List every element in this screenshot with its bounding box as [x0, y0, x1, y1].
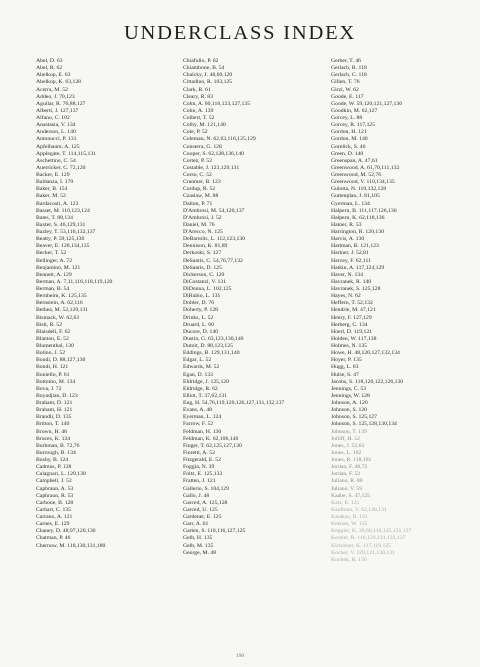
index-entry: Becker, T. 52	[36, 250, 67, 257]
index-entry: Hayes, N. 62	[331, 293, 361, 300]
index-entry: D'Ambrosi, J. 52	[183, 214, 222, 221]
index-entry: Herberg, C. 134	[331, 321, 368, 328]
index-entry: Baker, B. 154	[36, 186, 68, 193]
index-entry: Harvis, A. 130	[331, 236, 365, 243]
index-entry: Green, D. 140	[331, 150, 364, 157]
index-entry: Guttenplan, J. 81,105	[331, 193, 380, 200]
index-entry: Benjamino, M. 121	[36, 264, 81, 271]
index-entry: Gerlach, R. 118	[331, 65, 367, 72]
index-entry: Keppler, K. 36,60,116,125,131,137	[331, 528, 412, 535]
index-entry: Doherty, P. 128	[183, 307, 219, 314]
index-entry: Hatkin, A. 117,124,129	[331, 264, 385, 271]
index-entry: Havranek, S. 125,128	[331, 286, 381, 292]
index-entry: Cittadino, R. 103,125	[183, 79, 233, 86]
index-entry: Elliot, T. 37,62,131	[183, 392, 228, 399]
index-entry: Greenwood, M. 52,76	[331, 172, 382, 178]
index-entry: Girzi, W. 62	[331, 86, 359, 93]
index-entry: Kaabe, S. 47,125	[331, 492, 371, 499]
index-entry: Beaver, E. 128,134,135	[36, 243, 90, 250]
index-entry: Corso, C. 52	[183, 172, 212, 178]
index-entry: Goode, W. 59,120,121,127,136	[331, 100, 403, 107]
index-entry: Bernheim, K. 125,135	[36, 293, 87, 300]
index-entry: Jones, J. 52,63	[331, 442, 365, 449]
index-entry: Cohn, A. 60,116,123,127,135	[183, 100, 251, 107]
index-entry: Abelkop, K. 63,128	[36, 79, 82, 86]
index-entry: Johnson, S. 120	[331, 407, 368, 414]
index-entry: Curdup, R. 52	[183, 186, 216, 193]
index-entry: Basset, M. 110,123,124	[36, 207, 90, 214]
index-entry: Cleary, R. 83	[183, 93, 213, 100]
index-entry: Hamer, R. 53	[331, 221, 362, 228]
index-entry: Braham, D. 121	[36, 400, 73, 406]
index-entry: Egan, D. 133	[183, 371, 214, 378]
index-column-3	[331, 58, 471, 564]
index-entry: Gorcey, R. 117,125	[331, 122, 376, 129]
index-entry: Backer, E. 129	[36, 172, 70, 178]
index-entry: Costable, J. 123,129,131	[183, 164, 240, 171]
index-entry: Chatman, P. 46	[36, 535, 71, 542]
index-entry: Foltz, E. 125,133	[183, 471, 223, 478]
index-entry: Goodkin, M. 62,127	[331, 107, 378, 114]
index-entry: Hendrie, M. 47,121	[331, 307, 376, 314]
index-entry: Alberti, J. 127,137	[36, 107, 79, 114]
index-entry: Colby, M. 121,140	[183, 122, 226, 129]
index-entry: Feldman, K. 62,106,140	[183, 435, 239, 442]
index-entry: DiCostanzi, V. 131	[183, 278, 227, 285]
index-entry: Harrington, R. 120,130	[331, 229, 384, 235]
index-entry: DeSantis, C. 54,76,77,132	[183, 257, 243, 264]
index-entry: Greenwood, V. 110,134,135	[331, 179, 395, 186]
page-number: 190	[235, 653, 245, 659]
index-entry: Gerlach, C. 118	[331, 72, 367, 79]
index-entry: Harvey, F. 62,111	[331, 257, 371, 264]
index-entry: Carhart, C. 135	[36, 506, 72, 513]
index-entry: Jones, L. 102	[331, 449, 362, 456]
index-entry: Kocher, V. 120,121,130,131	[331, 549, 395, 556]
index-entry: Baxter, S. 46,129,131	[36, 221, 86, 228]
index-entry: Dennison, K. 81,89	[183, 243, 228, 250]
index-entry: Czaslaw, M. 88	[183, 193, 219, 200]
index-entry: Jennings, W. 128	[331, 392, 370, 399]
index-entry: Chiambone, B. 54	[183, 65, 225, 72]
index-entry: Braham, H. 121	[36, 407, 73, 414]
index-entry: Gelb, M. 135	[183, 542, 214, 549]
index-entry: Gulotta, N. 110,132,128	[331, 186, 387, 193]
index-entry: Bottomo, M. 134	[36, 378, 76, 385]
index-entry: Chiafullo, P. 62	[183, 58, 219, 64]
index-entry: Jennings, C. 53	[331, 385, 367, 392]
index-entry: Derkoski, S. 127	[183, 250, 222, 257]
index-column-1	[36, 58, 176, 550]
index-entry: Britton, T. 140	[36, 421, 70, 428]
index-entry: Henry, F. 127,129	[331, 314, 372, 321]
index-entry: Jolliff, H. 52	[331, 435, 360, 442]
index-entry: Fioretti, A. 52	[183, 449, 215, 456]
index-entry: Calagnari, L. 120,130	[36, 471, 86, 478]
index-entry: Jacobs, S. 118,120,122,126,130	[331, 378, 404, 385]
index-entry: Hugg, L. 63	[331, 364, 359, 371]
index-entry: Jordan, F. 48,72	[331, 464, 368, 471]
index-entry: Bethea, M. 52,120,131	[36, 307, 89, 314]
index-entry: Druard, L. 60	[183, 321, 214, 328]
index-entry: Blaisdell, F. 62	[36, 328, 71, 335]
index-entry: Cranmer, B. 123	[183, 179, 221, 186]
index-entry: Beatty, P. 59,125,130	[36, 236, 85, 243]
index-entry: Conserra, G. 128	[183, 143, 222, 150]
index-entry: Johnson, T. 139	[331, 428, 367, 435]
index-entry: Dickerson, C. 120	[183, 271, 225, 278]
index-entry: Howe, H. 48,120,127,132,134	[331, 350, 400, 357]
index-column-2	[183, 58, 323, 557]
index-entry: George, M. 48	[183, 549, 217, 556]
index-entry: DeBartolis, L. 112,123,130	[183, 236, 246, 243]
index-entry: Katz, E. 121	[331, 499, 360, 506]
index-entry: Acerra, M. 52	[36, 86, 68, 93]
index-entry: Abelkop, E. 63	[36, 72, 71, 79]
index-entry: Juliano, V. 59	[331, 485, 363, 492]
index-entry: Goode, E. 117	[331, 93, 364, 100]
index-entry: Bates, T. 88,134	[36, 214, 73, 221]
index-entry: Bondi, H. 121	[36, 364, 69, 371]
index-entry: Brandli, D. 135	[36, 414, 72, 421]
index-entry: Bennett, A. 129	[36, 271, 72, 278]
index-entry: Foggia, N. 39	[183, 464, 215, 471]
index-entry: Johnson, A. 120	[331, 400, 368, 406]
index-entry: Juliano, R. 80	[331, 478, 363, 485]
index-entry: Carbone, B. 128	[36, 499, 74, 506]
index-entry: Carnes, E. 129	[36, 521, 70, 528]
index-entry: Halpern, K. 62,118,136	[331, 214, 385, 221]
index-entry: Haver, N. 134	[331, 271, 363, 278]
index-entry: Auerricker, C. 72,120	[36, 164, 86, 171]
index-entry: Garten, S. 110,116,127,125	[183, 528, 246, 535]
index-entry: Burrough, B. 134	[36, 449, 76, 456]
index-entry: Cortez, P. 52	[183, 157, 213, 164]
index-entry: Eng, H. 54,76,119,120,126,127,131,132,137	[183, 400, 285, 406]
index-entry: Garr, A. 61	[183, 521, 209, 528]
index-entry: Clark, R. 61	[183, 86, 211, 93]
index-entry: Bernstein, A. 62,116	[36, 300, 83, 307]
index-entry: Kaufman, V. 62,140,131	[331, 506, 387, 513]
index-entry: Drinks, L. 52	[183, 314, 214, 321]
index-entry: D'Ambrosi, M. 54,120,137	[183, 207, 245, 214]
index-entry: D'Arecco, N. 125	[183, 229, 223, 235]
index-entry: Hoerl, D. 119,121	[331, 328, 373, 335]
index-entry: Gordon, M. 140	[331, 136, 368, 143]
index-entry: Feldman, H. 130	[183, 428, 222, 435]
index-entry: Evans, A. 48	[183, 407, 213, 414]
index-entry: Anastasia, V. 134	[36, 122, 76, 129]
index-entry: Alfano, C. 102	[36, 115, 70, 121]
index-entry: Johnson, S. 125,127	[331, 414, 377, 421]
index-entry: Gorcey, L. 88	[331, 115, 363, 121]
index-entry: Hulse, S. 47	[331, 371, 359, 378]
index-entry: Anderson, L. 140	[36, 129, 76, 136]
index-entry: Burhman, B. 72,76	[36, 442, 80, 449]
index-entry: Caphraun, R. 53	[36, 492, 74, 499]
index-entry: Karakas, R. 131	[331, 514, 368, 520]
index-entry: Garced, U. 125	[183, 506, 218, 513]
index-entry: Applegate, T. 114,115,131	[36, 150, 97, 157]
index-entry: Fratten, J. 121	[183, 478, 216, 485]
index-entry: Boniello, P. 61	[36, 371, 70, 378]
index-entry: Gerber, T. 46	[331, 58, 361, 64]
index-entry: Bisti, R. 52	[36, 321, 62, 328]
index-entry: Finger, T. 62,125,127,130	[183, 442, 242, 449]
index-entry: DeSantis, D. 125	[183, 264, 222, 271]
index-entry: Apfelbaum, A. 125	[36, 143, 80, 150]
index-entry: Cohn, A. 139	[183, 107, 214, 114]
index-entry: Gyerman, L. 134	[331, 200, 370, 207]
index-entry: Gorelick, S. 46	[331, 143, 366, 150]
index-entry: Hartner, J. 52,81	[331, 250, 369, 257]
index-entry: Hartman, B. 121,123	[331, 243, 379, 250]
index-entry: Farrow, F. 52	[183, 421, 214, 428]
index-entry: Aguilar, R. 76,88,127	[36, 100, 86, 107]
index-entry: Busby, B. 124	[36, 457, 69, 463]
index-entry: Baker, M. 52	[36, 193, 66, 200]
index-entry: Greenspan, A. 47,61	[331, 157, 378, 164]
index-entry: Bazley, T. 53,116,132,137	[36, 229, 96, 235]
index-entry: Kirschner, K. 117,118,125	[331, 542, 392, 549]
index-entry: Carrano, A. 121	[36, 514, 73, 520]
index-entry: Colbert, T. 52	[183, 115, 215, 121]
index-entry: Eyerman, L. 124	[183, 414, 222, 421]
index-entry: Eddings, B. 129,131,140	[183, 350, 240, 357]
index-entry: Jones, R. 118,181	[331, 457, 372, 463]
index-entry: Kessler, R. 116,120,131,132,137	[331, 535, 406, 542]
index-entry: Chernow, M. 118,130,131,180	[36, 542, 106, 549]
index-entry: Holmes, N. 135	[331, 343, 368, 349]
index-entry: Blanton, E. 52	[36, 335, 69, 342]
index-entry: Gallerio, S. 104,129	[183, 485, 229, 492]
index-entry: Kuchek, R. 136	[331, 556, 367, 563]
index-entry: Heffern, T. 52,132	[331, 300, 373, 307]
index-entry: Keenan, W. 135	[331, 521, 368, 528]
index-entry: Bismack, W. 62,63	[36, 314, 80, 321]
index-entry: Caphraun, A. 53	[36, 485, 74, 492]
index-entry: Brown, H. 48	[36, 428, 67, 435]
index-entry: Cooper, S. 62,128,136,140	[183, 150, 244, 157]
index-entry: Aschettino, C. 54	[36, 157, 76, 164]
index-entry: Coleman, N. 62,63,116,125,129	[183, 136, 256, 143]
index-entry: Abel, D. 63	[36, 58, 63, 64]
index-entry: Bruces, K. 134	[36, 435, 71, 442]
index-entry: Cadmus, P. 128	[36, 464, 72, 471]
index-entry: Dobler, D. 76	[183, 300, 215, 307]
index-entry: Eldridge, J. 125,120	[183, 378, 229, 385]
index-entry: Bellinger, A. 72	[36, 257, 73, 264]
index-entry: Greenwood, A. 61,70,111,132	[331, 164, 400, 171]
index-entry: Havranek, R. 140	[331, 278, 372, 285]
index-entry: Dalton, P. 71	[183, 200, 213, 207]
index-entry: Blumenthal, 130	[36, 343, 74, 349]
index-entry: Antonucci, P. 131	[36, 136, 77, 143]
page-title: UNDERCLASS INDEX	[123, 22, 357, 44]
index-entry: Bardacosti, A. 123	[36, 200, 79, 207]
index-entry: Chalcky, J. 48,60,120	[183, 72, 233, 79]
index-entry: Edgar, L. 52	[183, 357, 212, 364]
index-entry: Gallo, J. 48	[183, 492, 210, 499]
index-entry: Daniel, M. 76	[183, 221, 215, 228]
index-entry: Gordon, H. 121	[331, 129, 367, 136]
index-entry: Berman, A. 7,11,116,118,119,120	[36, 278, 113, 285]
index-entry: Garced, A. 125,128	[183, 499, 228, 506]
index-entry: Cole, P. 52	[183, 129, 208, 136]
index-entry: Eldridge, R. 62	[183, 385, 218, 392]
index-entry: DiDonna, L. 102,125	[183, 286, 232, 292]
index-entry: Fitzgerald, E. 52	[183, 457, 221, 463]
index-entry: Edwards, M. 52	[183, 364, 220, 371]
index-entry: Halpern, B. 111,117,126,136	[331, 207, 397, 214]
index-entry: Bondi, D. 88,127,130	[36, 357, 86, 364]
index-entry: Bolino, J. 52	[36, 350, 66, 357]
index-entry: Abel, R. 62	[36, 65, 63, 72]
index-entry: Addeo, J. 70,123	[36, 93, 75, 100]
index-entry: Bova, J. 72	[36, 385, 62, 392]
index-entry: Campbell, J. 52	[36, 478, 72, 485]
index-entry: Chaney, D. 48,97,120,130	[36, 528, 96, 535]
index-entry: Jordan, F. 52	[331, 471, 361, 478]
index-entry: Johnson, S. 125,128,130,134	[331, 421, 397, 428]
index-entry: Holden, W. 117,138	[331, 335, 377, 342]
index-entry: Dustin, G. 63,123,130,140	[183, 335, 244, 342]
index-entry: Gardener, E. 125	[183, 514, 222, 520]
index-entry: Berman, B. 54	[36, 286, 70, 292]
index-entry: Boyadjian, D. 123	[36, 392, 78, 399]
index-entry: Baldanza, I. 170	[36, 179, 74, 186]
index-entry: Ducore, D. 140	[183, 328, 219, 335]
index-entry: DiRubio, L. 131	[183, 293, 221, 300]
index-entry: Gelb, H. 135	[183, 535, 213, 542]
index-entry: Hoyer, P. 135	[331, 357, 362, 364]
index-entry: Gillen, T. 76	[331, 79, 360, 86]
index-entry: Dutoit, D. 88,123,125	[183, 343, 233, 349]
